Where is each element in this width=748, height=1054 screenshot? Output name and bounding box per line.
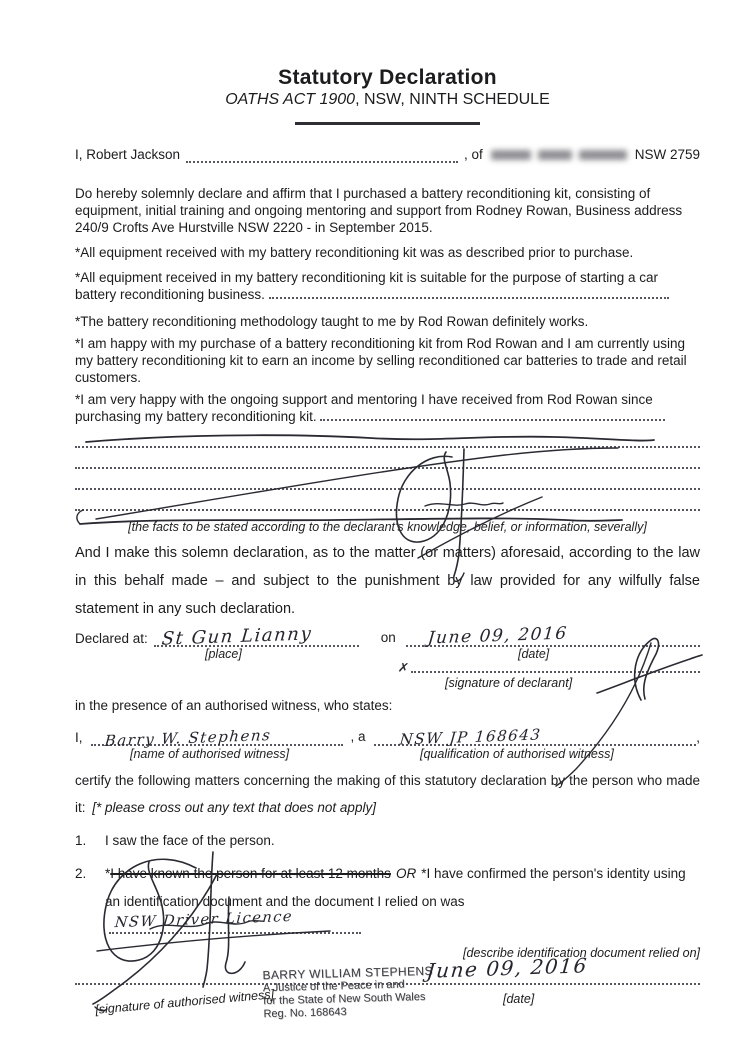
ruled-line-3 (75, 469, 700, 490)
stamp-line-2: A Justice of the Peace in and (262, 978, 405, 995)
id-document-dotted-line (109, 908, 361, 934)
item-2-text (105, 860, 700, 944)
witness-qualification-note: [qualification of authorised witness] (420, 746, 614, 761)
declared-at-label: Declared at: (75, 631, 148, 646)
facts-instruction-note: [the facts to be stated according to the declarant's knowledge, belief, or information, severally] (128, 520, 647, 534)
witness-line (75, 725, 700, 750)
statement-5-text: *I am very happy with the ongoing support and mentoring I have received from Rod Rowan since purchasing my battery reconditioning kit. (75, 392, 653, 424)
handwritten-witness-name: Barry W. Stephens (103, 725, 272, 750)
opening-paragraph: Do hereby solemnly declare and affirm that I purchased a battery reconditioning kit, consisting of equipment, initial training and ongoing mentoring and support from Rodney Rowan, Business address 240/9 Crofts Ave Hurstville NSW 2220 - in September 2015. (75, 186, 683, 235)
cross-mark: ✗ (397, 659, 410, 676)
describe-id-note: [describe identification document relied on] (463, 946, 700, 960)
witness-a-label: , a (350, 728, 366, 744)
ruled-line-1 (75, 427, 700, 448)
handwritten-witness-qualification: NSW JP 168643 (398, 725, 542, 748)
declared-at-line (75, 623, 700, 650)
address-suffix: NSW 2759 (634, 147, 700, 162)
item-2-struck-option: I have known the person for at least 12 months (110, 866, 391, 881)
witness-name-note: [name of authorised witness] (130, 746, 290, 761)
date-dotted-line (406, 623, 700, 649)
subtitle-act: OATHS ACT 1900 (225, 91, 356, 108)
place-dotted-line (154, 623, 359, 650)
statement-4-text: *I am happy with my purchase of a battery reconditioning kit from Rod Rowan and I am currently using my battery reconditioning kit to earn an income by selling reconditioned car batteries to trade and retail customers. (75, 336, 687, 385)
ruled-line-2 (75, 448, 700, 469)
statement-2-dotted-trailer (269, 287, 669, 299)
certify-text: certify the following matters concerning the making of this statutory declaration by the person who made it: (75, 772, 700, 815)
witness-signature-note: [signature of authorised witness] (94, 987, 275, 1017)
declarant-signature-line (397, 659, 700, 676)
witness-line-comma: , (696, 729, 700, 745)
declarant-signature-dotted-line (411, 657, 700, 673)
certify-paragraph (75, 767, 700, 821)
statement-2-text: *All equipment received in my battery reconditioning kit is suitable for the purpose of starting a car battery reconditioning business. (75, 270, 659, 302)
witness-intro: in the presence of an authorised witness, who states: (75, 698, 393, 713)
statement-3 (75, 313, 700, 330)
stamp-name: BARRY WILLIAM STEPHENS (262, 963, 434, 983)
certify-note: [* please cross out any text that does not apply] (92, 799, 376, 815)
declarant-signature-note: [signature of declarant] (445, 676, 573, 690)
statement-5 (75, 391, 700, 425)
item-1-text: I saw the face of the person. (105, 833, 275, 848)
header-rule (295, 122, 480, 125)
item-1-number: 1. (75, 833, 87, 848)
page-subtitle (75, 90, 700, 110)
page-title: Statutory Declaration (278, 66, 497, 89)
list-item-1 (75, 832, 700, 849)
stamp-line-3: for the State of New South Wales (263, 990, 426, 1008)
declarant-name-text: I, Robert Jackson (75, 147, 181, 162)
handwritten-bottom-date: June 09, 2016 (425, 953, 589, 983)
handwritten-id-document: NSW Driver Licence (113, 908, 294, 932)
solemn-declaration-paragraph: And I make this solemn declaration, as to the matter (or matters) aforesaid, according to the law in this behalf made – and subject to the punishment by law provided for any wilfully false statement in any such declaration. (75, 545, 700, 617)
on-label: on (380, 630, 396, 645)
declarant-name-dotted-line (186, 147, 458, 163)
stamp-line-4: Reg. No. 168643 (263, 1006, 347, 1021)
of-label: , of (463, 147, 483, 162)
witness-qualification-dotted-line (374, 725, 697, 748)
statement-1 (75, 244, 700, 261)
witness-i-label: I, (75, 729, 83, 745)
item-2-number: 2. (75, 866, 87, 881)
statement-1-text: *All equipment received with my battery reconditioning kit was as described prior to purchase. (75, 245, 634, 260)
blank-ruled-lines (75, 427, 700, 511)
handwritten-place: St Gun Lianny (160, 623, 313, 650)
redacted-address (491, 148, 627, 162)
witness-name-dotted-line (91, 725, 343, 750)
handwritten-date: June 09, 2016 (426, 623, 569, 649)
declarant-line (75, 145, 700, 163)
document-content (75, 0, 700, 1054)
bottom-date-note: [date] (503, 992, 535, 1006)
subtitle-rest: , NSW, NINTH SCHEDULE (355, 91, 550, 108)
statement-3-text: *The battery reconditioning methodology taught to me by Rod Rowan definitely works. (75, 314, 589, 329)
item-2-or-label: OR (395, 866, 417, 881)
date-note: [date] (518, 647, 550, 661)
list-item-2 (75, 860, 700, 944)
statement-2 (75, 269, 700, 303)
place-note: [place] (205, 647, 242, 661)
item-2-star: * (105, 866, 111, 881)
statement-5-dotted-trailer (320, 409, 665, 421)
item-2-kept-option: *I have confirmed the person's identity using an identification document and the document I relied on was (105, 866, 686, 909)
ruled-line-4 (75, 490, 700, 511)
statement-4 (75, 335, 700, 386)
witness-line-notes (75, 747, 700, 762)
jp-stamp (262, 964, 434, 1021)
